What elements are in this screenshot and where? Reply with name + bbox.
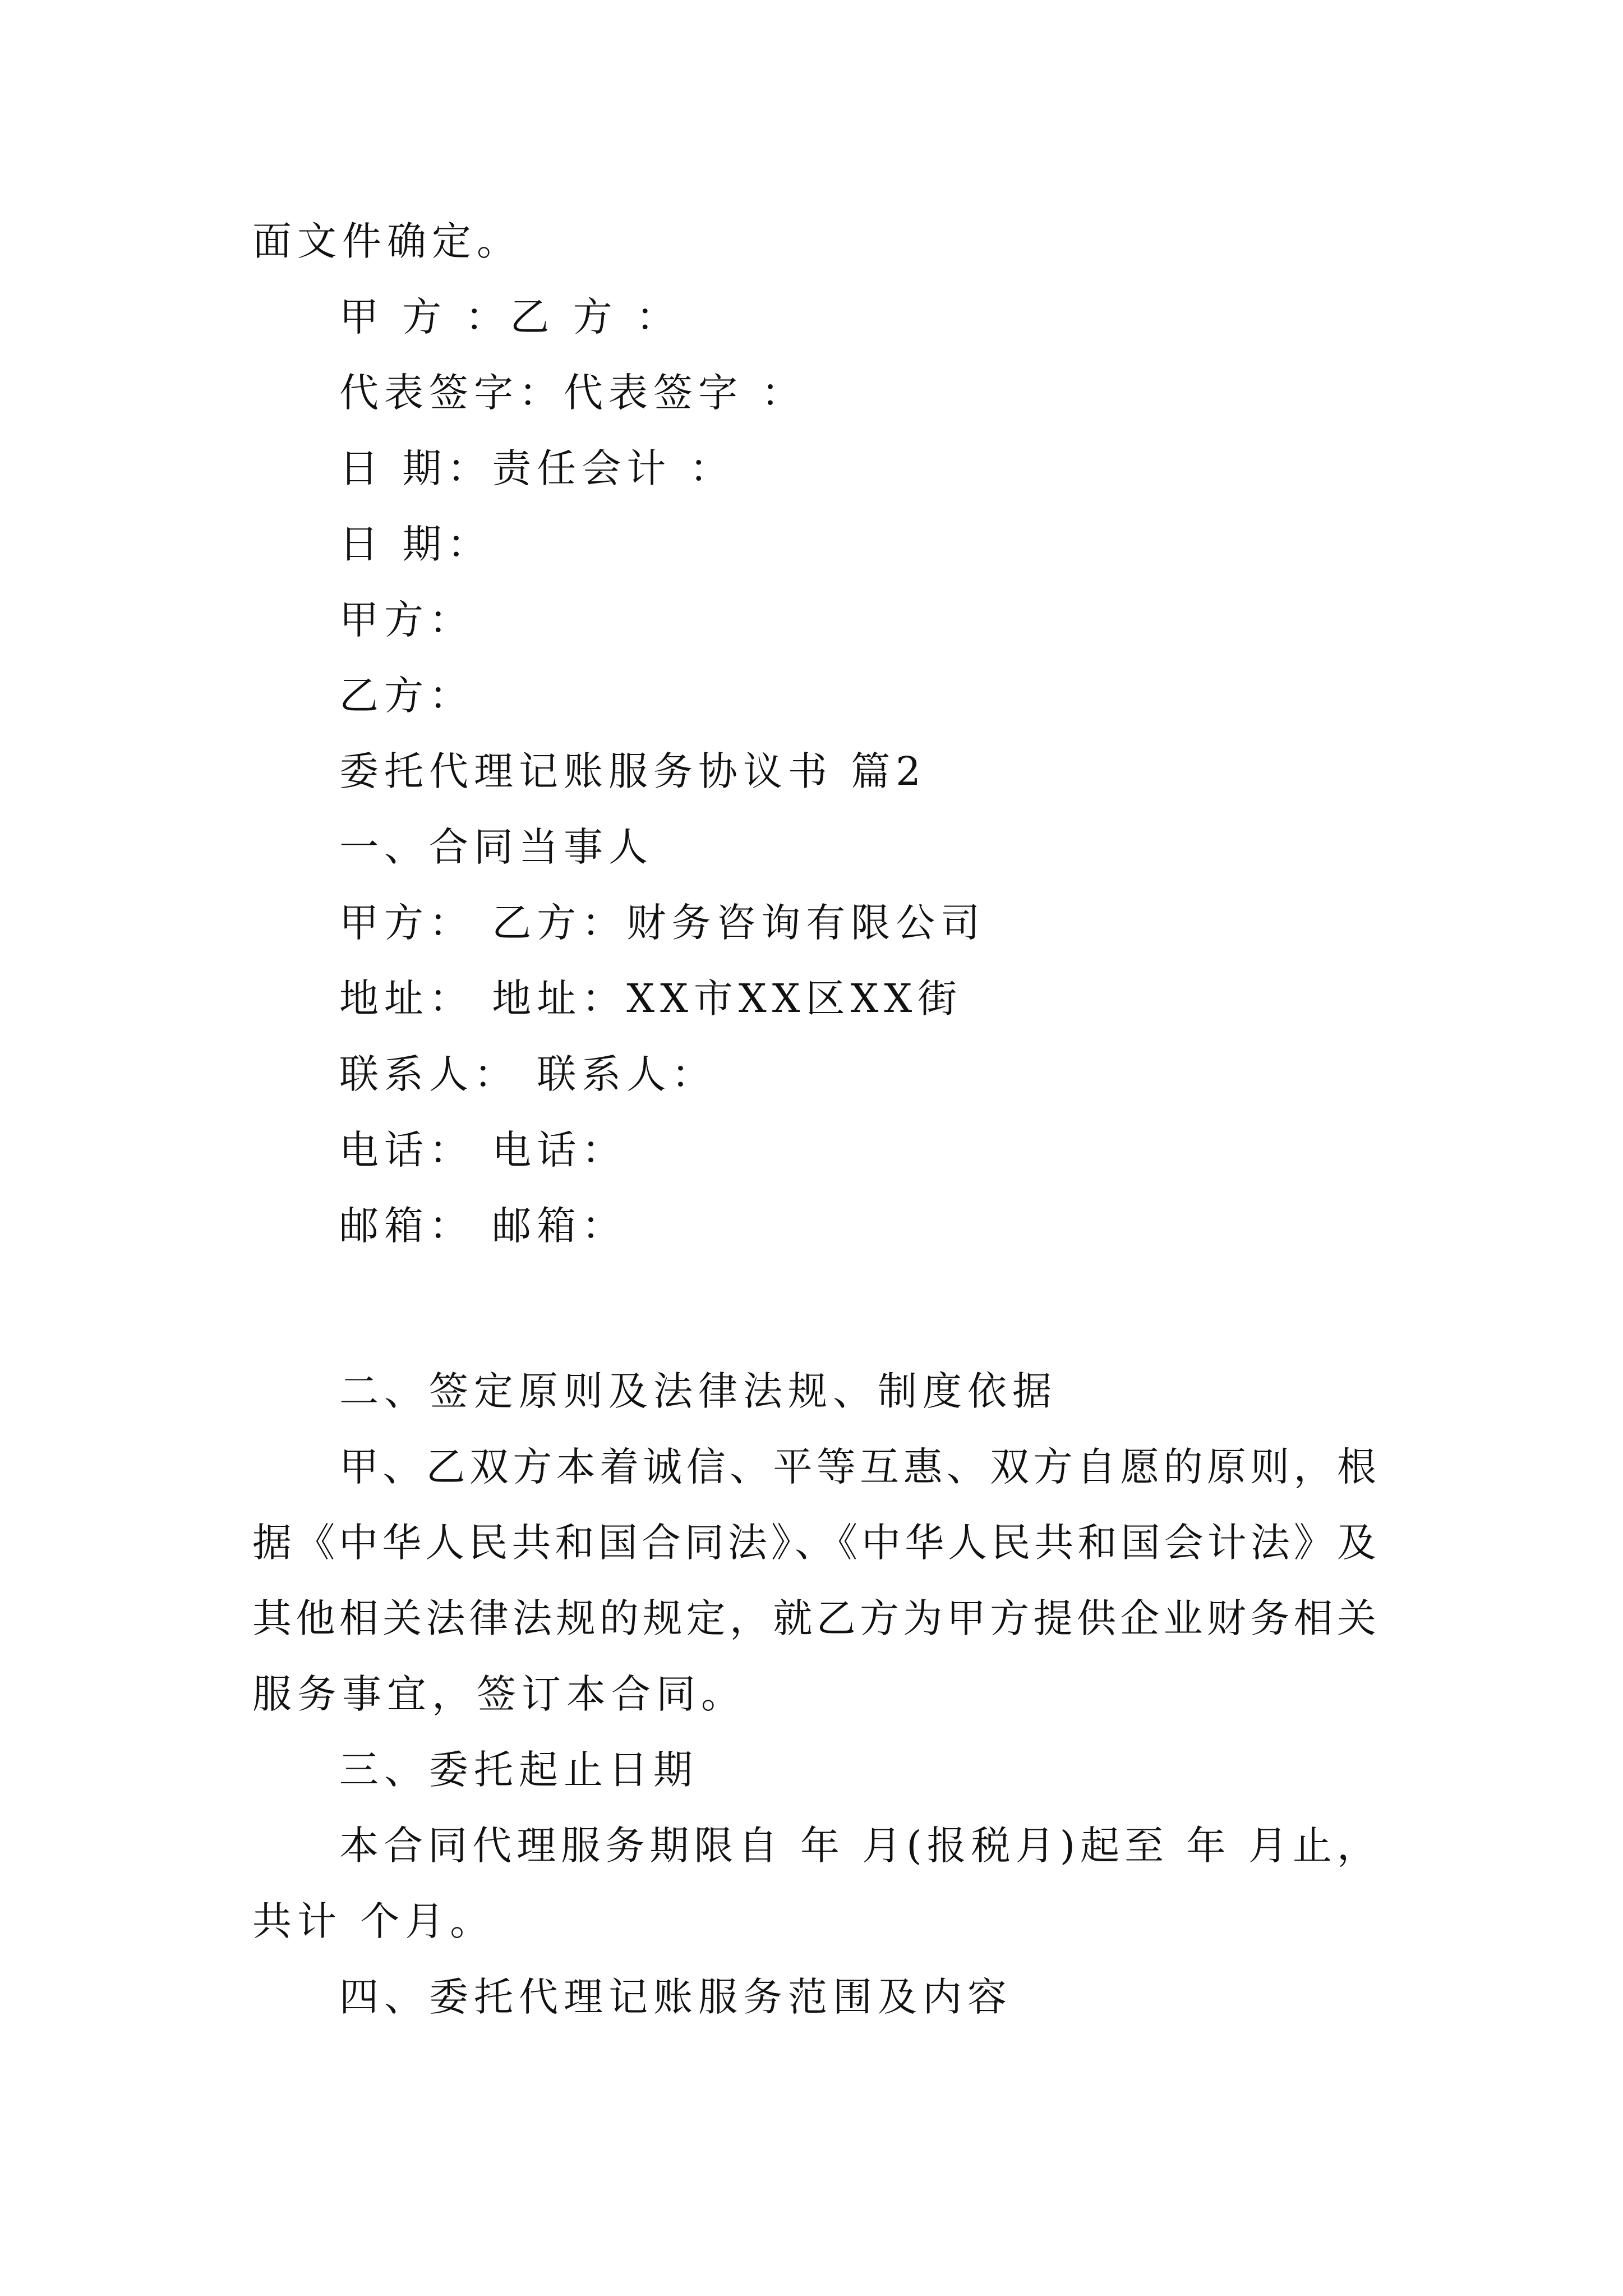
party-a-line: 甲方： [339,597,474,643]
text-line-continuation: 面文件确定。 [252,218,522,264]
party-email-line: 邮箱： 邮箱： [339,1203,627,1249]
signature-party-line: 甲 方 ：乙 方 ： [339,294,681,340]
paragraph-line: 甲、乙双方本着诚信、平等互惠、双方自愿的原则，根 [339,1444,1380,1490]
signature-date-line: 日 期： [339,521,492,567]
paragraph-line: 共计 个月。 [252,1898,495,1944]
party-contact-line: 联系人： 联系人： [339,1051,717,1097]
section-heading-4: 四、委托代理记账服务范围及内容 [339,1974,1012,2020]
section-heading-3: 三、委托起止日期 [339,1747,698,1793]
party-b-line: 乙方： [339,673,474,719]
party-phone-line: 电话： 电话： [339,1127,627,1173]
signature-date-accountant-line: 日 期：责任会计 ： [339,445,735,491]
party-names-line: 甲方： 乙方：财务咨询有限公司 [339,900,986,946]
signature-representative-line: 代表签字：代表签字 ： [339,370,806,416]
paragraph-line: 据《中华人民共和国合同法》、《中华人民共和国会计法》及 [252,1520,1380,1566]
paragraph-line: 其他相关法律法规的规定，就乙方为甲方提供企业财务相关 [252,1595,1380,1641]
paragraph-line: 服务事宜，签订本合同。 [252,1671,746,1717]
section-heading-2: 二、签定原则及法律法规、制度依据 [339,1368,1057,1414]
party-address-line: 地址： 地址：XX市XX区XX街 [339,976,963,1022]
paragraph-line: 本合同代理服务期限自 年 月(报税月)起至 年 月止， [339,1823,1380,1869]
section-heading-1: 一、合同当事人 [339,824,653,870]
agreement-title: 委托代理记账服务协议书 篇2 [339,748,926,794]
